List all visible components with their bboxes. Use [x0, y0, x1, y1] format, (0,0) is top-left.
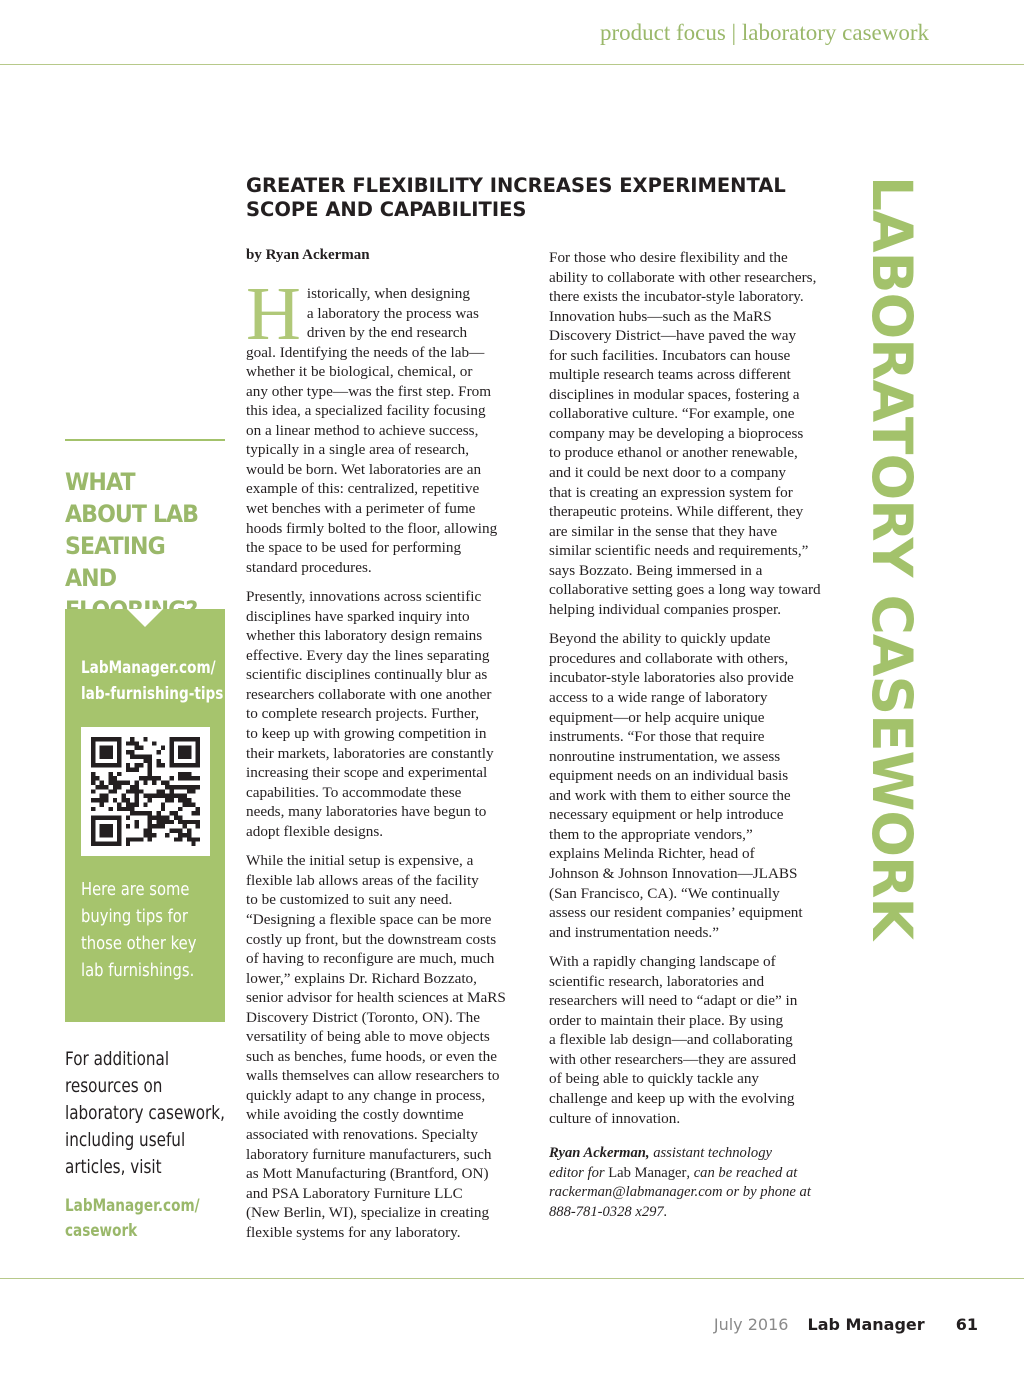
text-line: necessary equipment or help introduce [549, 806, 784, 824]
resources-line: articles, visit [65, 1156, 162, 1178]
page-footer [714, 1315, 978, 1334]
text-line: there exists the incubator-style laboratory. [549, 288, 804, 306]
text-line: to be customized to suit any need. [246, 891, 453, 909]
text-line: flexible lab allows areas of the facility [246, 871, 479, 889]
text-line: capabilities. To accommodate these [246, 783, 462, 801]
paragraph [246, 587, 526, 841]
page-number: 61 [955, 1315, 978, 1334]
text-line: (San Francisco, CA). “We continually [549, 884, 780, 902]
bio-line [549, 1144, 831, 1164]
text-line: a flexible lab design—and collaborating [549, 1031, 793, 1049]
text-line: culture of innovation. [549, 1109, 681, 1127]
paragraph [549, 952, 831, 1128]
text-line: and work with them to either source the [549, 786, 791, 804]
text-line: any other type—was the first step. From [246, 382, 492, 400]
text-line: disciplines have sparked inquiry into [246, 607, 470, 625]
text-line: laboratory furniture manufacturers, such [246, 1145, 492, 1163]
author-bio [549, 1144, 831, 1222]
text-line: adopt flexible designs. [246, 822, 384, 840]
text-line: versatility of being able to move objects [246, 1028, 490, 1046]
qr-code-icon [91, 737, 200, 846]
text-line: such as benches, fume hoods, or even the [246, 1047, 497, 1065]
sidebar-rule [65, 439, 225, 441]
resources-line: laboratory casework, [65, 1102, 225, 1124]
text-line: whether it be biological, chemical, or [246, 363, 473, 381]
sidebar-heading-line: WHAT [65, 468, 135, 496]
paragraph [246, 272, 526, 577]
text-line: as Mott Manufacturing (Brantford, ON) [246, 1165, 489, 1183]
sidebar-heading [65, 466, 212, 626]
text-line: a laboratory the process was [306, 304, 479, 322]
bio-email: rackerman@labmanager.com or by phone at [549, 1184, 811, 1201]
resources-link-line[interactable]: casework [65, 1221, 138, 1241]
text-line: flexible systems for any laboratory. [246, 1223, 461, 1241]
text-line: that is creating an expression system for [549, 483, 793, 501]
text-line: needs, many laboratories have begun to [246, 803, 487, 821]
text-line: incubator-style laboratories also provide [549, 669, 794, 687]
text-line: for such facilities. Incubators can house [549, 346, 791, 364]
text-line: increasing their scope and experimental [246, 764, 488, 782]
text-line: wet benches with a perimeter of fume [246, 500, 476, 518]
text-line: order to maintain their place. By using [549, 1011, 784, 1029]
text-line: nonroutine instrumentation, we assess [549, 747, 781, 765]
text-line: scientific research, laboratories and [549, 972, 765, 990]
title-line: GREATER FLEXIBILITY INCREASES EXPERIMENTAL [246, 174, 786, 197]
promo-link-line[interactable]: LabManager.com/ [81, 658, 216, 678]
resources-text [65, 1046, 225, 1181]
text-line: access to a wide range of laboratory [549, 689, 768, 707]
text-line: ability to collaborate with other researchers, [549, 268, 817, 286]
text-line: walls themselves can allow researchers to [246, 1067, 500, 1085]
bio-text: , can be reached at [686, 1164, 798, 1181]
bio-author-name: Ryan Ackerman, [549, 1145, 650, 1162]
text-line: are similar in the sense that they have [549, 522, 778, 540]
article-column-2 [549, 248, 831, 1232]
text-line: multiple research teams across different [549, 366, 791, 384]
text-line: example of this: centralized, repetitive [246, 480, 480, 498]
bio-line [549, 1164, 831, 1184]
text-line: says Bozzato. Being immersed in a [549, 561, 763, 579]
text-line: typically in a single area of research, [246, 441, 470, 459]
bio-text: editor for [549, 1164, 609, 1181]
resources-line: For additional [65, 1048, 170, 1070]
text-line: disciplines in modular spaces, fostering a [549, 385, 800, 403]
qr-code[interactable] [81, 727, 210, 856]
text-line: For those who desire flexibility and the [549, 249, 788, 266]
text-line: and it could be next door to a company [549, 464, 787, 482]
paragraph [549, 248, 831, 619]
text-line: them to the appropriate vendors,” [549, 825, 753, 843]
sidebar-heading-line: SEATING AND [65, 532, 165, 592]
text-line: helping individual companies prosper. [549, 600, 781, 618]
text-line: similar scientific needs and requirements,” [549, 542, 809, 560]
drop-cap: H [246, 272, 301, 356]
bio-magazine-name: Lab Manager [608, 1164, 687, 1181]
text-line: to complete research projects. Further, [246, 705, 480, 723]
text-line: (New Berlin, WI), specialize in creating [246, 1204, 490, 1222]
promo-description [81, 876, 196, 984]
text-line: to keep up with growing competition in [246, 725, 487, 743]
vertical-section-title: LABORATORY CASEWORK [860, 176, 924, 940]
text-line: associated with renovations. Specialty [246, 1125, 478, 1143]
text-line: challenge and keep up with the evolving [549, 1089, 795, 1107]
title-line: SCOPE AND CAPABILITIES [246, 198, 527, 221]
footer-date: July 2016 [713, 1315, 789, 1334]
text-line: goal. Identifying the needs of the lab— [246, 343, 485, 361]
paragraph [549, 629, 831, 942]
text-line: explains Melinda Richter, head of [549, 845, 755, 863]
text-line: “Designing a flexible space can be more [246, 910, 492, 928]
text-line: Discovery District (Toronto, ON). The [246, 1008, 481, 1026]
text-line: while avoiding the costly downtime [246, 1106, 464, 1124]
text-line: Discovery District—have paved the way [549, 327, 797, 345]
text-line: with other researchers—they are assured [549, 1050, 797, 1068]
promo-description-line: Here are some [81, 879, 190, 900]
resources-line: including useful [65, 1129, 186, 1151]
text-line: hoods firmly bolted to the floor, allowing [246, 519, 498, 537]
text-line: researchers will need to “adapt or die” in [549, 992, 798, 1010]
text-line: Innovation hubs—such as the MaRS [549, 307, 772, 325]
text-line: standard procedures. [246, 558, 372, 576]
article-title [246, 174, 826, 222]
resources-link-line[interactable]: LabManager.com/ [65, 1196, 200, 1216]
text-line: lower,” explains Dr. Richard Bozzato, [246, 969, 477, 987]
text-line: of having to reconfigure are much, much [246, 950, 495, 968]
text-line: costly up front, but the downstream costs [246, 930, 497, 948]
text-line: quickly adapt to any change in process, [246, 1086, 486, 1104]
text-line: procedures and collaborate with others, [549, 649, 789, 667]
text-line: collaborative setting goes a long way toward [549, 581, 821, 599]
byline: by Ryan Ackerman [246, 247, 370, 263]
promo-link[interactable] [81, 655, 224, 707]
text-line: While the initial setup is expensive, a [246, 852, 474, 870]
promo-description-line: buying tips for [81, 906, 188, 927]
text-line: scientific disciplines continually blur as [246, 666, 488, 684]
text-line: Johnson & Johnson Innovation—JLABS [549, 864, 798, 882]
text-line: Beyond the ability to quickly update [549, 630, 771, 648]
text-line: and PSA Laboratory Furniture LLC [246, 1184, 463, 1202]
text-line: their markets, laboratories are constantly [246, 744, 494, 762]
promo-link-line[interactable]: lab-furnishing-tips [81, 684, 224, 704]
text-line: this idea, a specialized facility focusing [246, 402, 486, 420]
article-column-1 [246, 272, 526, 1252]
text-line: equipment—or help acquire unique [549, 708, 765, 726]
section-header: product focus | laboratory casework [599, 20, 929, 45]
text-line: collaborative culture. “For example, one [549, 405, 795, 423]
paragraph [246, 851, 526, 1242]
text-line: driven by the end research [306, 324, 468, 342]
resources-link[interactable] [65, 1194, 201, 1244]
text-line: the space to be used for performing [246, 539, 462, 557]
sidebar-heading-line: ABOUT LAB [65, 500, 199, 528]
text-line: researchers collaborate with one another [246, 685, 492, 703]
bio-phone: 888-781-0328 x297. [549, 1203, 668, 1220]
text-line: on a linear method to achieve success, [246, 421, 479, 439]
text-line: istorically, when designing [306, 285, 470, 302]
text-line: would be born. Wet laboratories are an [246, 460, 482, 478]
text-line: to produce ethanol or another renewable, [549, 444, 798, 462]
bio-text: assistant technology [649, 1145, 772, 1162]
text-line: instruments. “For those that require [549, 728, 765, 746]
resources-line: resources on [65, 1075, 163, 1097]
text-line: company may be developing a bioprocess [549, 424, 804, 442]
header-rule [0, 64, 1024, 65]
promo-box-notch [127, 609, 163, 627]
promo-description-line: lab furnishings. [81, 960, 195, 981]
text-line: With a rapidly changing landscape of [549, 953, 776, 971]
text-line: of being able to quickly tackle any [549, 1070, 760, 1088]
promo-description-line: those other key [81, 933, 197, 954]
footer-magazine-name: Lab Manager [807, 1315, 925, 1334]
text-line: effective. Every day the lines separating [246, 646, 490, 664]
text-line: senior advisor for health sciences at MaRS [246, 989, 506, 1007]
text-line: equipment needs on an individual basis [549, 767, 789, 785]
text-line: and instrumentation needs.” [549, 923, 719, 941]
text-line: assess our resident companies’ equipment [549, 904, 803, 922]
footer-rule [0, 1278, 1024, 1279]
text-line: therapeutic proteins. While different, they [549, 503, 804, 521]
text-line: whether this laboratory design remains [246, 627, 483, 645]
text-line: Presently, innovations across scientific [246, 588, 482, 606]
